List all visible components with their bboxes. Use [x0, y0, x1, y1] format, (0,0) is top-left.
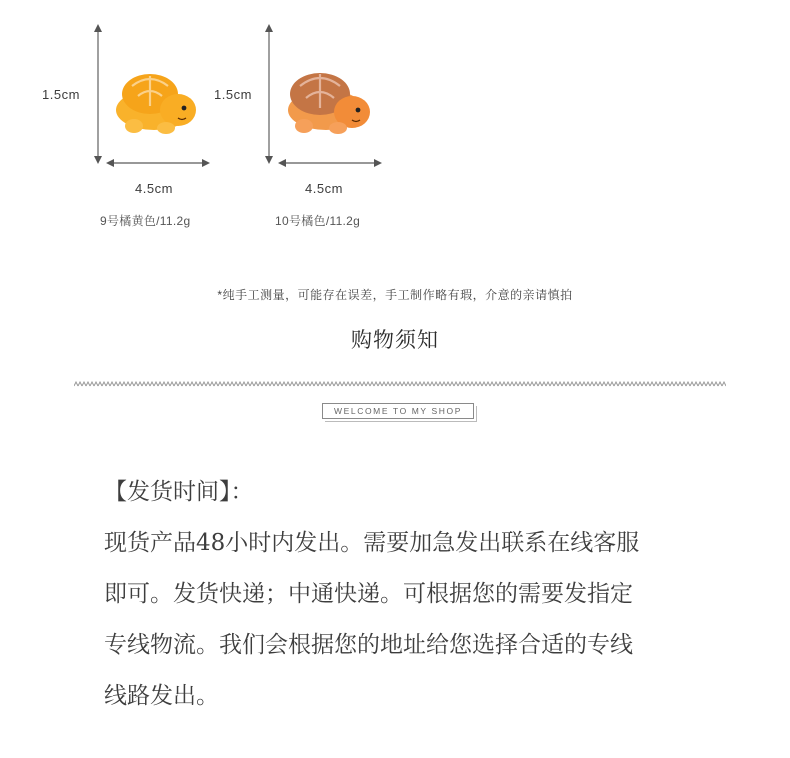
height-label: 1.5cm — [214, 87, 252, 102]
length-arrow — [278, 156, 382, 170]
measurement-note: *纯手工测量，可能存在误差，手工制作略有瑕，介意的亲请慎拍 — [217, 288, 573, 302]
turtle-orange-yellow-icon — [108, 66, 204, 138]
section-title: 购物须知 — [351, 328, 439, 352]
length-label: 4.5cm — [135, 181, 173, 196]
height-arrow — [261, 24, 277, 164]
length-arrow — [106, 156, 210, 170]
height-label: 1.5cm — [42, 87, 80, 102]
product-card-1 — [40, 20, 220, 235]
welcome-banner: WELCOME TO MY SHOP — [322, 403, 474, 419]
shipping-line: 现货产品48小时内发出。需要加急发出联系在线客服 — [104, 530, 640, 556]
wavy-divider — [74, 380, 726, 388]
product-card-2 — [212, 20, 402, 235]
shipping-line: 即可。发货快递；中通快递。可根据您的需要发指定 — [104, 581, 633, 607]
height-arrow — [90, 24, 106, 164]
variant-label: 10号橘色/11.2g — [275, 214, 361, 228]
shipping-line: 专线物流。我们会根据您的地址给您选择合适的专线 — [104, 632, 633, 658]
shipping-title: 【发货时间】： — [104, 479, 254, 505]
length-label: 4.5cm — [305, 181, 343, 196]
shipping-info — [104, 467, 724, 722]
shipping-line: 线路发出。 — [104, 683, 219, 709]
variant-label: 9号橘黄色/11.2g — [100, 214, 191, 228]
turtle-orange-icon — [278, 66, 378, 138]
